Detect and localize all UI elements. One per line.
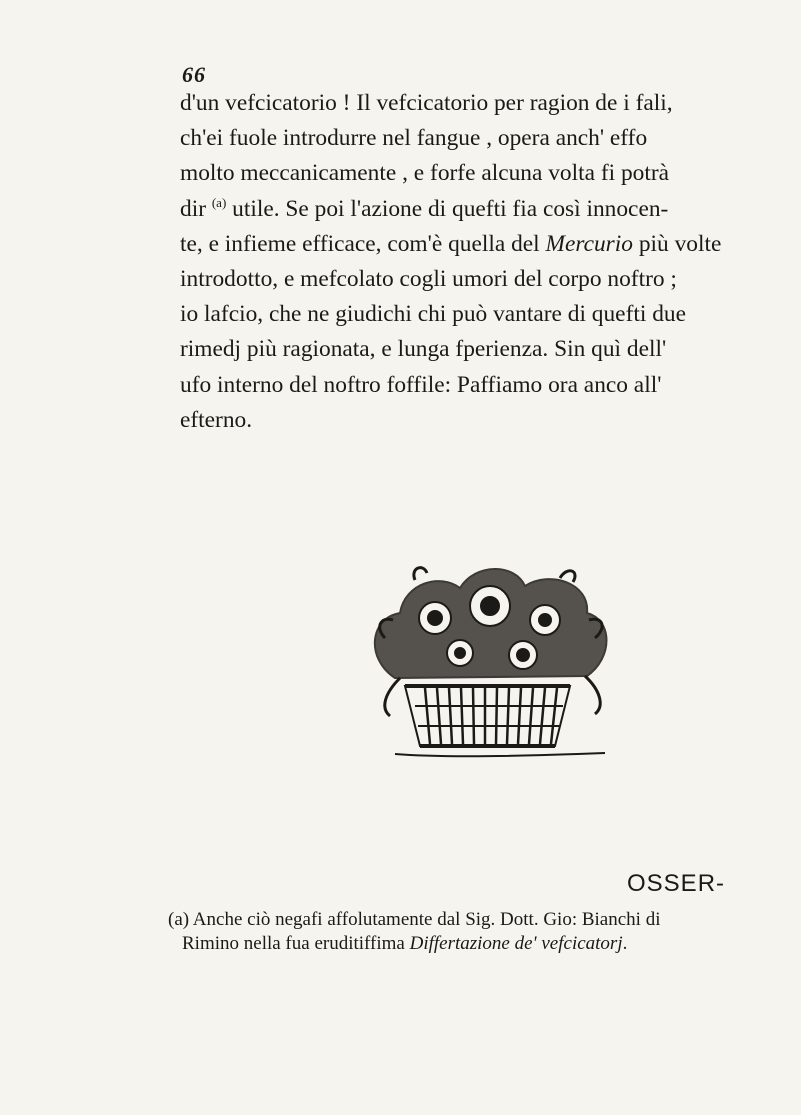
footnote-marker: (a) — [168, 909, 190, 930]
text-line: d'un vefcicatorio ! Il vefcicatorio per ragion de i fali, — [180, 90, 673, 116]
italic-term: Mercurio — [545, 230, 633, 257]
text-line — [180, 192, 790, 227]
text-fragment: utile. Se poi l'azione di quefti fia così innocen- — [232, 195, 669, 222]
text-line: ch'ei fuole introdurre nel fangue , opera anch' effo — [180, 125, 648, 152]
flower-basket-vignette — [355, 558, 620, 768]
text-line: ufo interno del noftro foffile: Paffiamo ora anco all' — [180, 371, 662, 398]
text-line — [180, 227, 790, 262]
text-fragment: . — [622, 933, 628, 954]
footnote — [168, 908, 793, 956]
text-fragment: dir — [180, 195, 212, 222]
text-fragment: te, e infieme efficace, com'è quella del — [180, 230, 546, 257]
footnote-line — [168, 932, 793, 956]
text-line: molto meccanicamente , e forfe alcuna volta fi potrà — [180, 160, 670, 187]
text-line: introdotto, e mefcolato cogli umori del corpo noftro ; — [180, 266, 677, 293]
text-fragment: Anche ciò negafi affolutamente dal Sig. Dott. Gio: Bianchi di — [192, 909, 661, 930]
text-line: rimedj più ragionata, e lunga fperienza. Sin quì dell' — [180, 336, 667, 363]
text-line: efterno. — [180, 406, 253, 433]
page-number: 66 — [182, 62, 206, 87]
footnote-line — [168, 908, 793, 932]
text-fragment: più volte — [632, 230, 722, 257]
footnote-reference: (a) — [211, 194, 227, 210]
body-text — [180, 86, 790, 438]
italic-title: Differtazione de' vefcicatorj — [409, 933, 623, 954]
text-line: io lafcio, che ne giudichi chi può vantare di quefti due — [180, 301, 686, 328]
catchword: OSSER- — [627, 870, 726, 897]
text-fragment: Rimino nella fua eruditiffima — [182, 933, 410, 954]
